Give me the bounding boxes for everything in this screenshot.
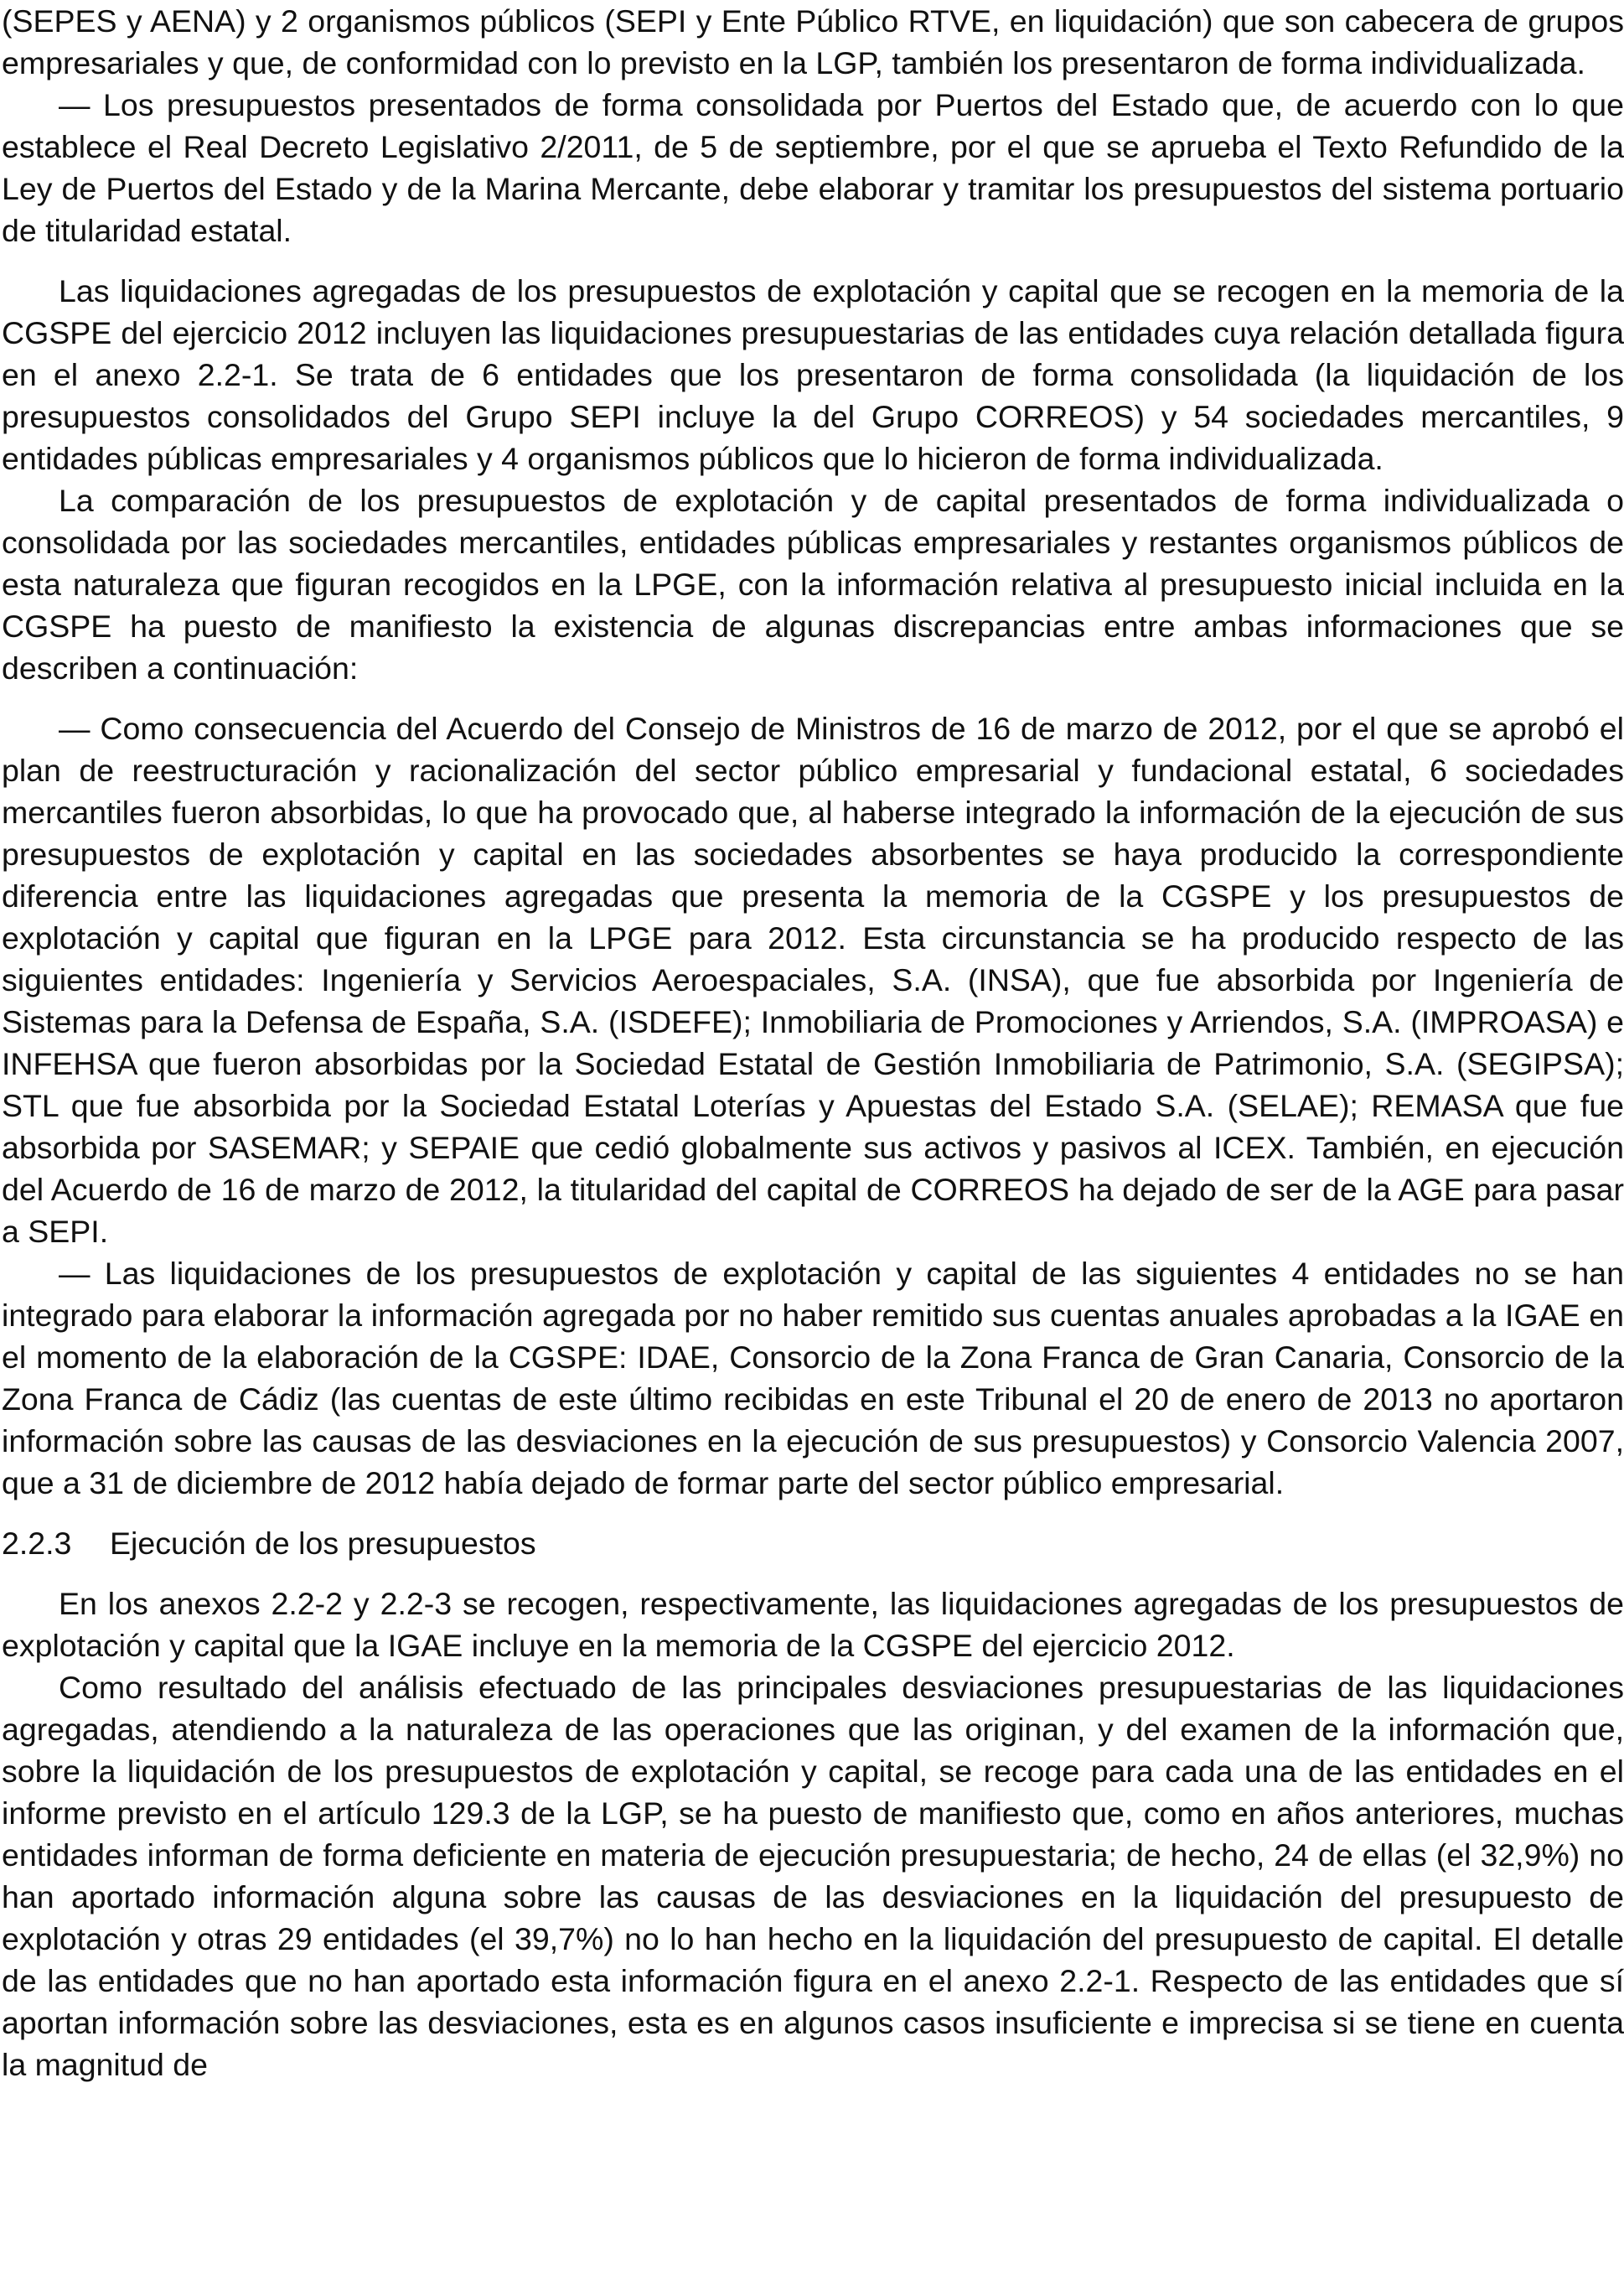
section-number: 2.2.3 bbox=[2, 1526, 72, 1561]
paragraph-4: La comparación de los presupuestos de explotación y de capital presentados de forma individualizada o consolidada por las sociedades mercantiles, entidades públicas empresariales y restantes organismos públicos de esta naturaleza que figuran recogidos en la LPGE, con la información relativa al presupuesto inicial incluida en la CGSPE ha puesto de manifiesto la existencia de algunas discrepancias entre ambas informaciones que se describen a continuación: bbox=[2, 483, 1624, 686]
paragraph-6: — Las liquidaciones de los presupuestos de explotación y capital de las siguientes 4 entidades no se han integrado para elaborar la información agregada por no haber remitido sus cuentas anuales aprobadas a la IGAE en el momento de la elaboración de la CGSPE: IDAE, Consorcio de la Zona Franca de Gran Canaria, Consorcio de la Zona Franca de Cádiz (las cuentas de este último recibidas en este Tribunal el 20 de enero de 2013 no aportaron información sobre las causas de las desviaciones en la ejecución de sus presupuestos) y Consorcio Valencia 2007, que a 31 de diciembre de 2012 había dejado de formar parte del sector público empresarial. bbox=[2, 1256, 1624, 1500]
paragraph-3: Las liquidaciones agregadas de los presupuestos de explotación y capital que se recogen en la memoria de la CGSPE del ejercicio 2012 incluyen las liquidaciones presupuestarias de las entidades cuya relación detallada figura en el anexo 2.2-1. Se trata de 6 entidades que los presentaron de forma consolidada (la liquidación de los presupuestos consolidados del Grupo SEPI incluye la del Grupo CORREOS) y 54 sociedades mercantiles, 9 entidades públicas empresariales y 4 organismos públicos que lo hicieron de forma individualizada. bbox=[2, 273, 1624, 476]
paragraph-8: Como resultado del análisis efectuado de las principales desviaciones presupuestarias de las liquidaciones agregadas, atendiendo a la naturaleza de las operaciones que las originan, y del examen de la información que, sobre la liquidación de los presupuestos de explotación y capital, se recoge para cada una de las entidades en el informe previsto en el artículo 129.3 de la LGP, se ha puesto de manifiesto que, como en años anteriores, muchas entidades informan de forma deficiente en materia de ejecución presupuestaria; de hecho, 24 de ellas (el 32,9%) no han aportado información alguna sobre las causas de las desviaciones en la liquidación del presupuesto de explotación y otras 29 entidades (el 39,7%) no lo han hecho en la liquidación del presupuesto de capital. El detalle de las entidades que no han aportado esta información figura en el anexo 2.2-1. Respecto de las entidades que sí aportan información sobre las desviaciones, esta es en algunos casos insuficiente e imprecisa si se tiene en cuenta la magnitud de bbox=[2, 1670, 1624, 2082]
paragraph-5: — Como consecuencia del Acuerdo del Consejo de Ministros de 16 de marzo de 2012, por el que se aprobó el plan de reestructuración y racionalización del sector público empresarial y fundacional estatal, 6 sociedades mercantiles fueron absorbidas, lo que ha provocado que, al haberse integrado la información de la ejecución de sus presupuestos de explotación y capital en las sociedades absorbentes se haya producido la correspondiente diferencia entre las liquidaciones agregadas que presenta la memoria de la CGSPE y los presupuestos de explotación y capital que figuran en la LPGE para 2012. Esta circunstancia se ha producido respecto de las siguientes entidades: Ingeniería y Servicios Aeroespaciales, S.A. (INSA), que fue absorbida por Ingeniería de Sistemas para la Defensa de España, S.A. (ISDEFE); Inmobiliaria de Promociones y Arriendos, S.A. (IMPROASA) e INFEHSA que fueron absorbidas por la Sociedad Estatal de Gestión Inmobiliaria de Patrimonio, S.A. (SEGIPSA); STL que fue absorbida por la Sociedad Estatal Loterías y Apuestas del Estado S.A. (SELAE); REMASA que fue absorbida por SASEMAR; y SEPAIE que cedió globalmente sus activos y pasivos al ICEX. También, en ejecución del Acuerdo de 16 de marzo de 2012, la titularidad del capital de CORREOS ha dejado de ser de la AGE para pasar a SEPI. bbox=[2, 711, 1624, 1249]
paragraph-7: En los anexos 2.2-2 y 2.2-3 se recogen, respectivamente, las liquidaciones agregadas de los presupuestos de explotación y capital que la IGAE incluye en la memoria de la CGSPE del ejercicio 2012. bbox=[2, 1586, 1624, 1663]
paragraph-1: (SEPES y AENA) y 2 organismos públicos (SEPI y Ente Público RTVE, en liquidación) que son cabecera de grupos empresariales y que, de conformidad con lo previsto en la LGP, también los presentaron de forma individualizada. bbox=[2, 3, 1624, 80]
section-heading bbox=[2, 1522, 1624, 1564]
paragraph-2: — Los presupuestos presentados de forma consolidada por Puertos del Estado que, de acuerdo con lo que establece el Real Decreto Legislativo 2/2011, de 5 de septiembre, por el que se aprueba el Texto Refundido de la Ley de Puertos del Estado y de la Marina Mercante, debe elaborar y tramitar los presupuestos del sistema portuario de titularidad estatal. bbox=[2, 87, 1624, 248]
section-title: Ejecución de los presupuestos bbox=[110, 1526, 536, 1561]
